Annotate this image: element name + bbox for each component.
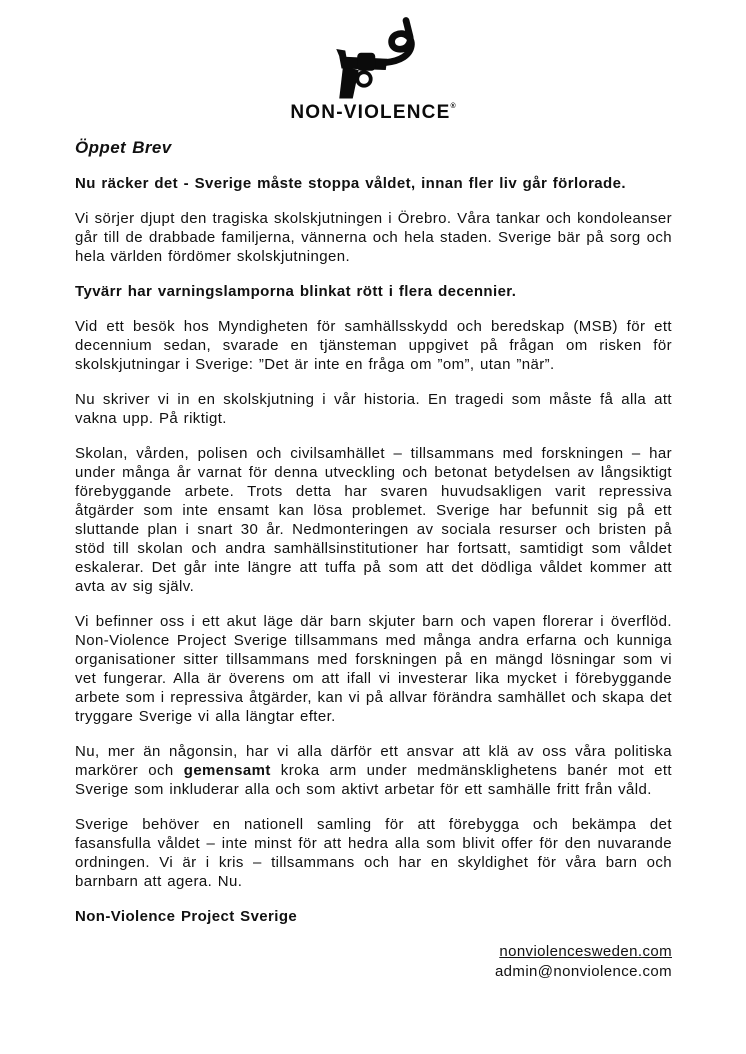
brand-text: NON-VIOLENCE [290, 102, 451, 123]
paragraph-acute-situation: Vi befinner oss i ett akut läge där barn skjuter barn och vapen florerar i överflöd. Non-Violence Project Sverige tillsammans med många andra erfarna och kunniga organisationer sitter tillsammans med forskningen på en mängd lösningar som vi vet fungerar. Alla är överens om att ifall vi investerar lika mycket i förebyggande arbete som i repressiva åtgärder, kan vi på allvar förändra samhället och skapa det tryggare Sverige vi alla längtar efter. [75, 613, 672, 725]
letter-body [75, 138, 672, 982]
paragraph-condolences: Vi sörjer djupt den tragiska skolskjutningen i Örebro. Våra tankar och kondoleanser går till de drabbade familjerna, vännerna och hela staden. Sverige bär på sorg och hela världen fördömer skolskjutningen. [75, 210, 672, 265]
paragraph-responsibility [75, 742, 672, 799]
emphasis-gemensamt: gemensamt [183, 762, 271, 779]
paragraph-school-warning: Skolan, vården, polisen och civilsamhället – tillsammans med forskningen – har under många år varnat för denna utveckling och betonat betydelsen av långsiktigt förebyggande arbete. Trots detta har svaren huvudsakligen varit repressiva åtgärder som inte ensamt kan lösa problemet. Sverige har befunnit sig på ett sluttande plan i snart 30 år. Nedmonteringen av sociala resurser och bristen på stöd till skolan och andra samhällsinstitutioner har fortsatt, samtidigt som våldet eskalerar. Det går inte längre att tuffa på som att det dödliga våldet kommer att avta av sig själv. [75, 445, 672, 595]
signature: Non-Violence Project Sverige [75, 908, 298, 925]
footer-contact [75, 942, 672, 982]
letter-title: Öppet Brev [75, 138, 172, 157]
paragraph-national-gathering: Sverige behöver en nationell samling för att förebygga och bekämpa det fasansfulla våldet – inte minst för att hedra alla som blivit offer för den nuvarande ordningen. Vi är i kris – tillsammans och har en skyldighet för våra barn och barnbarn att agera. Nu. [75, 816, 672, 890]
brand-wordmark [0, 102, 746, 124]
registered-mark: ® [450, 103, 456, 110]
paragraph-history: Nu skriver vi in en skolskjutning i vår historia. En tragedi som måste få alla att vakna upp. På riktigt. [75, 391, 672, 427]
logo [0, 0, 746, 124]
paragraph-responsibility-end: kroka arm under medmänsklighetens banér mot ett Sverige som inkluderar alla och som aktivt arbetar för ett samhälle fritt från våld. [75, 762, 672, 798]
paragraph-msb: Vid ett besök hos Myndigheten för samhällsskydd och beredskap (MSB) för ett decennium sedan, svarade en tjänsteman uppgivet på frågan om risken för skolskjutningar i Sverige: ”Det är inte en fråga om ”om”, utan ”när”. [75, 318, 672, 373]
paragraph-responsibility-start: Nu, mer än någonsin, har vi alla därför ett ansvar att klä av oss våra politiska markörer och [75, 743, 672, 779]
lead-paragraph: Nu räcker det - Sverige måste stoppa våldet, innan fler liv går förlorade. [75, 175, 626, 192]
knotted-gun-icon [315, 16, 431, 100]
warning-line: Tyvärr har varningslamporna blinkat rött i flera decennier. [75, 283, 517, 300]
email-text: admin@nonviolence.com [494, 963, 672, 980]
website-link[interactable]: nonviolencesweden.com [499, 943, 672, 960]
